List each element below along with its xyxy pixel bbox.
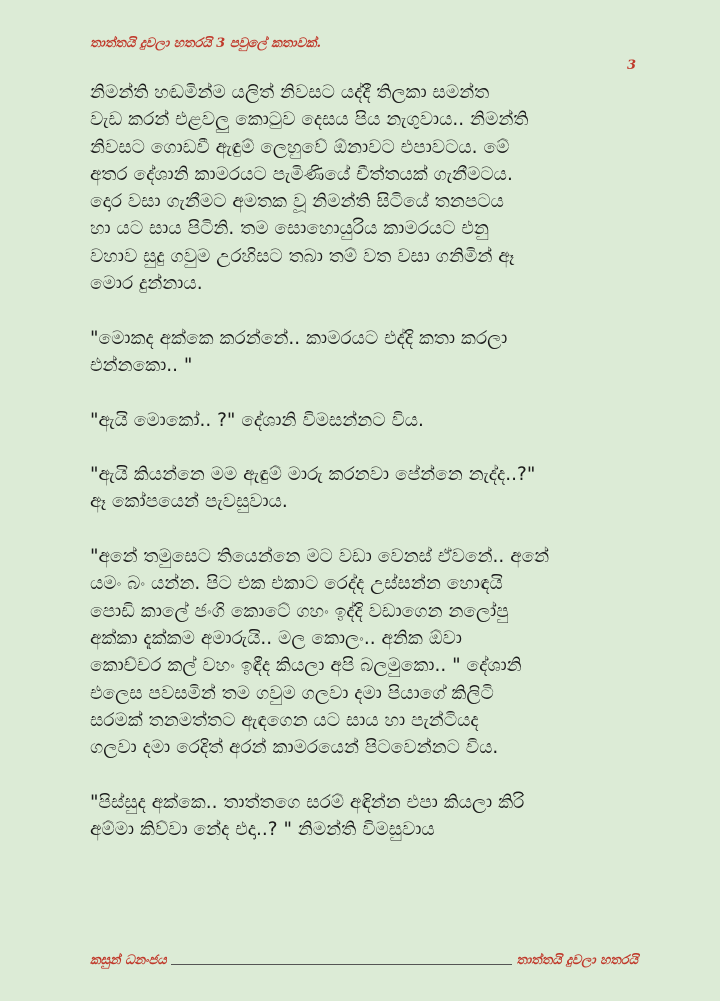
text-line: "අනේ තමුසෙට තියෙන්නෙ මට වඩා වෙනස් ඒවනේ.. අනේ bbox=[90, 546, 550, 568]
text-line: ඈ කෝපයෙන් පැවසුවාය. bbox=[90, 491, 288, 513]
paragraph bbox=[90, 79, 638, 297]
text-line: කොච්චර කල් වහං ඉඳීද කියලා අපි බලමුකො.. " දේශානි bbox=[90, 655, 522, 677]
text-line: "පිස්සුද අක්කෙ.. තාත්තගෙ සරම් අඳින්න එපා කියලා කිරි bbox=[90, 791, 525, 813]
text-line: හා යට සාය පිටිනි. තම සොහොයුරිය කාමරයට එනු bbox=[90, 218, 489, 240]
text-line: නිවසට ගොඩවී ඇඳුම් ලෙහුවේ ඕනාවට එපාවටය. මේ bbox=[90, 136, 510, 158]
page-number: 3 bbox=[626, 58, 636, 73]
text-line: "ඇයි මොකෝ.. ?" දේශානි විමසන්නට විය. bbox=[90, 409, 424, 431]
text-line: නිමන්ති හඬමින්ම යලිත් නිවසට යද්දී තිලකා සමන්ත bbox=[90, 82, 490, 103]
text-line: එලෙස පවසමින් තම ගවුම ගලවා දමා පියාගේ කිලිටි bbox=[90, 682, 494, 704]
paragraph bbox=[90, 325, 638, 380]
text-line: අම්මා කිව්වා නේද එදා..? " නිමන්ති විමසුවාය bbox=[90, 819, 435, 841]
text-line: යමං බං යන්න. පිට එක එකාට රෙද්ද උස්සන්න හොඳයි bbox=[90, 573, 503, 595]
running-header-title: තාත්තයි දුවලා හතරයි 3 පවුලේ කතාවක්. bbox=[90, 36, 322, 51]
text-line: "මොකද අක්කෙ කරන්නේ.. කාමරයට එද්දි කතා කරලා bbox=[90, 327, 508, 349]
text-line: එන්නකො.. " bbox=[90, 354, 193, 376]
text-line: ගලවා දමා රෙදිත් අරන් කාමරයෙන් පිටවෙන්නට විය. bbox=[90, 737, 499, 759]
story-body bbox=[90, 79, 638, 871]
text-line: සරමක් තනමත්තට ඇඳගෙන යට සාය හා පැන්ටියද bbox=[90, 709, 479, 731]
text-line: "ඇයි කියන්නෙ මම ඇඳුම් මාරු කරනවා පේන්නෙ නැද්ද..?" bbox=[90, 464, 536, 486]
footer-author: කසුන් ධනංජය bbox=[90, 953, 167, 968]
paragraph bbox=[90, 461, 638, 516]
paragraph bbox=[90, 407, 638, 434]
footer-book-title: තාත්තයි දුවලා හතරයි bbox=[516, 953, 638, 968]
page-footer bbox=[90, 953, 638, 968]
text-line: අක්කා දැක්කම අමාරුයි.. මල කොලං.. අනික ඕවා bbox=[90, 627, 462, 649]
text-line: වැඩ කරන් එළවලු කොටුව දෙසය පිය නැගුවාය.. නිමන්ති bbox=[90, 109, 529, 131]
text-line: දොර වසා ගැනීමට අමතක වූ නිමන්ති සිටියේ තනපටය bbox=[90, 191, 504, 213]
paragraph bbox=[90, 789, 638, 844]
text-line: පොඩි කාලේ ජංගි කොටේ ගහං ඉද්දි වඩාගෙන නලෝපු bbox=[90, 600, 509, 622]
text-line: මොර දුන්නාය. bbox=[90, 273, 203, 295]
footer-divider bbox=[171, 963, 513, 965]
text-line: අතර දේශානි කාමරයට පැමිණියේ චීත්තයක් ගැනීමටය. bbox=[90, 163, 513, 185]
text-line: වහාව සුදු ගවුම උරහිසට තබා තම් වත වසා ගනිමින් ඈ bbox=[90, 245, 515, 267]
paragraph bbox=[90, 543, 638, 761]
